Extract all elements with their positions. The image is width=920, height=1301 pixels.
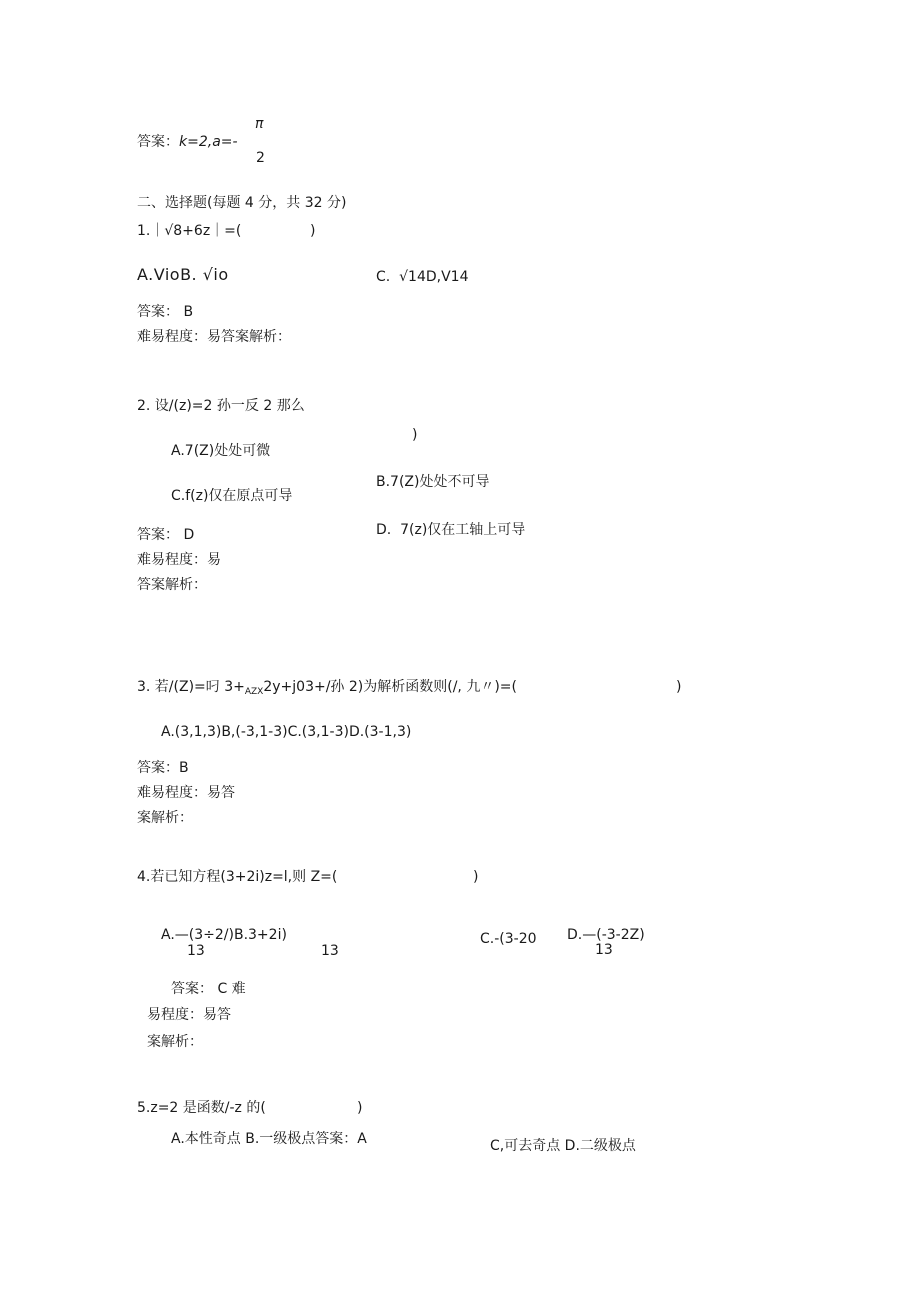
q2-option-c: C.f(z)仅在原点可导 <box>171 488 293 504</box>
pi-symbol: π <box>255 116 264 132</box>
q4-option-c: C.-(3-20 <box>480 931 537 947</box>
q1-answer: 答案： B <box>137 304 194 320</box>
intro-answer-line <box>137 133 238 151</box>
q4-close-paren: ) <box>473 869 479 885</box>
q3-stem-part2: 2y+j03+/孙 2)为解析函数则(/, 九〃)=( <box>263 679 517 695</box>
q3-stem <box>137 678 517 698</box>
q3-close-paren: ) <box>676 679 682 695</box>
q4-denominator-a: 13 <box>187 943 205 959</box>
q4-options-ab: A.—(3÷2/)B.3+2i) <box>161 927 287 943</box>
q4-stem: 4.若已知方程(3+2i)z=l,则 Z=( <box>137 869 338 885</box>
q4-answer: 答案： C 难 <box>171 981 246 997</box>
q1-options-ab: A.VioB. √io <box>137 265 229 284</box>
q2-difficulty: 难易程度：易 <box>137 552 221 568</box>
q3-analysis: 案解析： <box>137 810 193 826</box>
q5-options-cd: C,可去奇点 D.二级极点 <box>490 1138 636 1154</box>
q1-stem: 1.｜√8+6z｜=( <box>137 223 242 239</box>
q1-difficulty: 难易程度：易答案解析： <box>137 329 291 345</box>
q4-difficulty: 易程度：易答 <box>147 1007 231 1023</box>
q4-denominator-d: 13 <box>595 942 613 958</box>
q2-option-a: A.7(Z)处处可微 <box>171 443 271 459</box>
q2-stem: 2. 设/(z)=2 孙一反 2 那么 <box>137 398 305 414</box>
q2-option-d: D. 7(z)仅在工轴上可导 <box>376 522 526 538</box>
q3-difficulty: 难易程度：易答 <box>137 785 235 801</box>
q5-options-ab: A.本性奇点 B.一级极点答案：A <box>171 1131 367 1147</box>
q5-close-paren: ) <box>357 1100 363 1116</box>
q3-options: A.(3,1,3)B,(-3,1-3)C.(3,1-3)D.(3-1,3) <box>161 724 412 740</box>
answer-expression: k=2,a=- <box>179 134 238 150</box>
q2-analysis: 答案解析： <box>137 577 207 593</box>
q4-denominator-b: 13 <box>321 943 339 959</box>
q2-close-paren: ) <box>412 427 418 443</box>
q2-answer: 答案： D <box>137 527 195 543</box>
q2-option-b: B.7(Z)处处不可导 <box>376 474 490 490</box>
q3-answer: 答案：B <box>137 760 189 776</box>
q4-analysis: 案解析： <box>147 1034 203 1050</box>
q5-stem: 5.z=2 是函数/-z 的( <box>137 1100 266 1116</box>
pi-denominator: 2 <box>256 150 265 166</box>
answer-prefix: 答案： <box>137 134 179 150</box>
section-heading: 二、选择题(每题 4 分，共 32 分) <box>137 195 347 211</box>
q3-stem-subscript: AZX <box>244 687 264 697</box>
q1-options-cd: C. √14D,V14 <box>376 269 469 285</box>
q3-stem-part1: 3. 若/(Z)=叼 3+ <box>137 679 245 695</box>
q1-close-paren: ) <box>310 223 316 239</box>
q4-option-d: D.—(-3-2Z) <box>567 927 645 943</box>
